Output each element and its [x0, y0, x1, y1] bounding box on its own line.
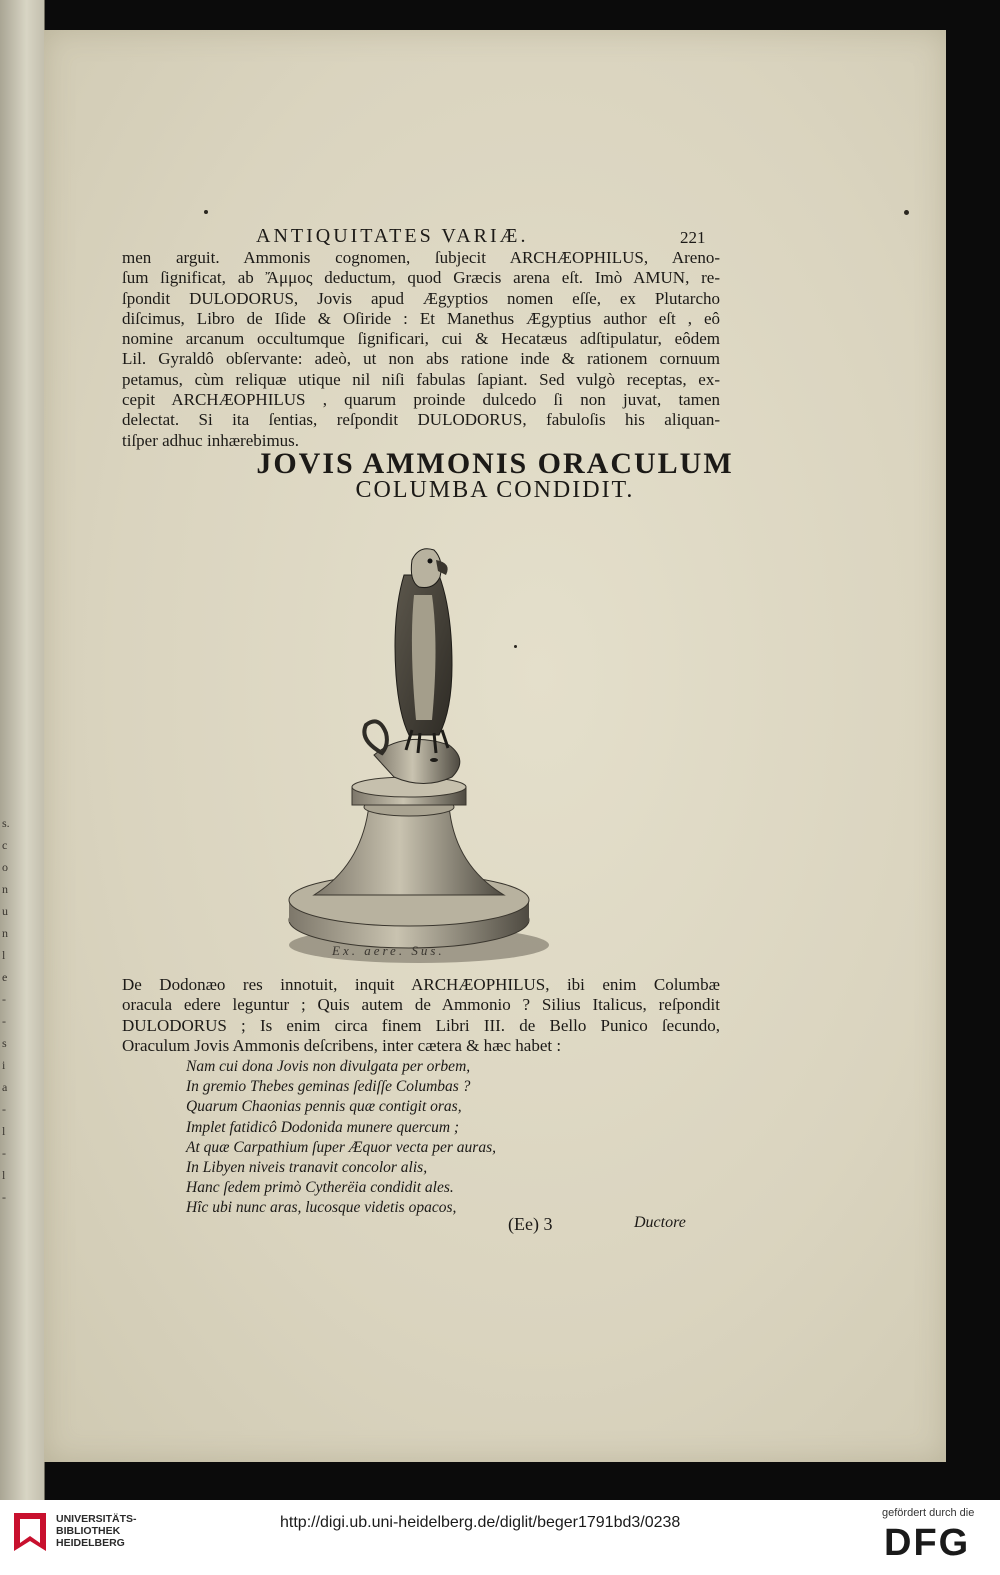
text-line: tiſper adhuc inhærebimus.	[122, 430, 300, 450]
eagle-statue-engraving	[274, 515, 564, 975]
margin-letter: -	[2, 1014, 6, 1028]
library-name	[56, 1513, 137, 1549]
figure-caption: Ex. aere. Sus.	[332, 943, 445, 958]
text-line: DULODORUS ; Is enim circa finem Libri III. de Bello Punico ſecundo,	[122, 1015, 720, 1035]
text-line: In gremio Thebes geminas ſediſſe Columbas ?	[186, 1078, 471, 1096]
signature-mark: (Ee) 3	[508, 1214, 553, 1234]
text-line: ſum ſignificat, ab Ἄμμος deductum, quod Græcis arena eſt. Imò AMUN, re-	[122, 268, 720, 288]
text-line: De Dodonæo res innotuit, inquit ARCHÆOPHILUS, ibi enim Columbæ	[122, 975, 720, 994]
ink-speck	[204, 210, 208, 214]
section-subtitle: COLUMBA CONDIDIT.	[355, 477, 635, 503]
margin-letter: c	[2, 838, 8, 852]
page-number: 221	[680, 228, 706, 247]
text-line: Quarum Chaonias pennis quæ contigit oras,	[186, 1098, 462, 1116]
university-library-logo-icon	[10, 1507, 50, 1557]
eagle-on-ram-head-pedestal-illustration	[274, 515, 564, 975]
dfg-logo: DFG	[884, 1522, 971, 1564]
paragraph-1	[122, 248, 720, 451]
margin-letter: -	[2, 1190, 6, 1204]
margin-letter: l	[2, 948, 6, 962]
text-line: ſpondit DULODORUS, Jovis apud Ægyptios nomen eſſe, ex Plutarcho	[122, 288, 720, 308]
text-line: Hîc ubi nunc aras, lucosque videtis opacos,	[186, 1199, 457, 1217]
ink-speck	[904, 210, 909, 215]
text-line: Lil. Gyraldô obſervante: adeò, ut non abs ratione inde & rationem cornuum	[122, 349, 720, 369]
section-title: JOVIS AMMONIS ORACULUM	[256, 447, 734, 480]
margin-letter: -	[2, 1146, 6, 1160]
text-line: delectat. Si ita ſentias, reſpondit DULODORUS, fabuloſis his aliquan-	[122, 410, 720, 430]
text-line: oracula edere leguntur ; Quis autem de Ammonio ? Silius Italicus, reſpondit	[122, 995, 720, 1015]
text-line: diſcimus, Libro de Iſide & Oſiride : Et Manethus Ægyptius author eſt , eô	[122, 308, 720, 328]
margin-letter: -	[2, 1102, 6, 1116]
left-page-edge	[0, 0, 45, 1500]
catchword: Ductore	[634, 1214, 686, 1231]
sponsor-text: gefördert durch die	[882, 1507, 975, 1519]
text-line: cepit ARCHÆOPHILUS , quarum proinde dulcedo ſi non juvat, tamen	[122, 390, 720, 410]
book-page	[44, 30, 946, 1462]
margin-letter: s	[2, 1036, 7, 1050]
ink-speck	[514, 645, 517, 648]
margin-letter: i	[2, 1058, 6, 1072]
text-line: At quæ Carpathium ſuper Æquor vecta per auras,	[186, 1138, 496, 1156]
margin-letter: s.	[2, 816, 10, 830]
footer-bar	[0, 1500, 1000, 1575]
library-name-line: BIBLIOTHEK	[56, 1525, 121, 1537]
margin-letter: e	[2, 970, 8, 984]
text-line: nomine arcanum occultumque ſignificari, cui & Hecatæus adſtipulatur, eôdem	[122, 329, 720, 349]
margin-letter: u	[2, 904, 8, 918]
margin-letter: n	[2, 882, 8, 896]
text-line: In Libyen niveis tranavit concolor alis,	[186, 1159, 428, 1177]
text-line: men arguit. Ammonis cognomen, ſubjecit ARCHÆOPHILUS, Areno-	[122, 248, 720, 267]
running-head: ANTIQUITATES VARIÆ.	[256, 225, 529, 247]
paragraph-2	[122, 975, 720, 1056]
text-line: Nam cui dona Jovis non divulgata per orbem,	[186, 1058, 471, 1075]
text-line: Implet fatidicô Dodonida munere quercum ;	[186, 1118, 460, 1136]
text-line: Oraculum Jovis Ammonis deſcribens, inter cætera & hæc habet :	[122, 1035, 562, 1055]
margin-letter: a	[2, 1080, 8, 1094]
text-line: Hanc ſedem primò Cytherëia condidit ales.	[186, 1179, 454, 1197]
margin-letter: -	[2, 992, 6, 1006]
latin-verse	[186, 1057, 626, 1219]
source-url-link[interactable]: http://digi.ub.uni-heidelberg.de/diglit/beger1791bd3/0238	[280, 1514, 681, 1531]
margin-letter: o	[2, 860, 8, 874]
text-line: petamus, cùm reliquæ utique nil niſi fabulas ſapiant. Sed vulgò receptas, ex-	[122, 369, 720, 389]
library-name-line: HEIDELBERG	[56, 1537, 125, 1549]
margin-letter: n	[2, 926, 8, 940]
library-name-line: UNIVERSITÄTS-	[56, 1513, 137, 1525]
margin-letter: l	[2, 1124, 6, 1138]
left-page-margin-letters	[2, 812, 16, 1208]
margin-letter: l	[2, 1168, 6, 1182]
